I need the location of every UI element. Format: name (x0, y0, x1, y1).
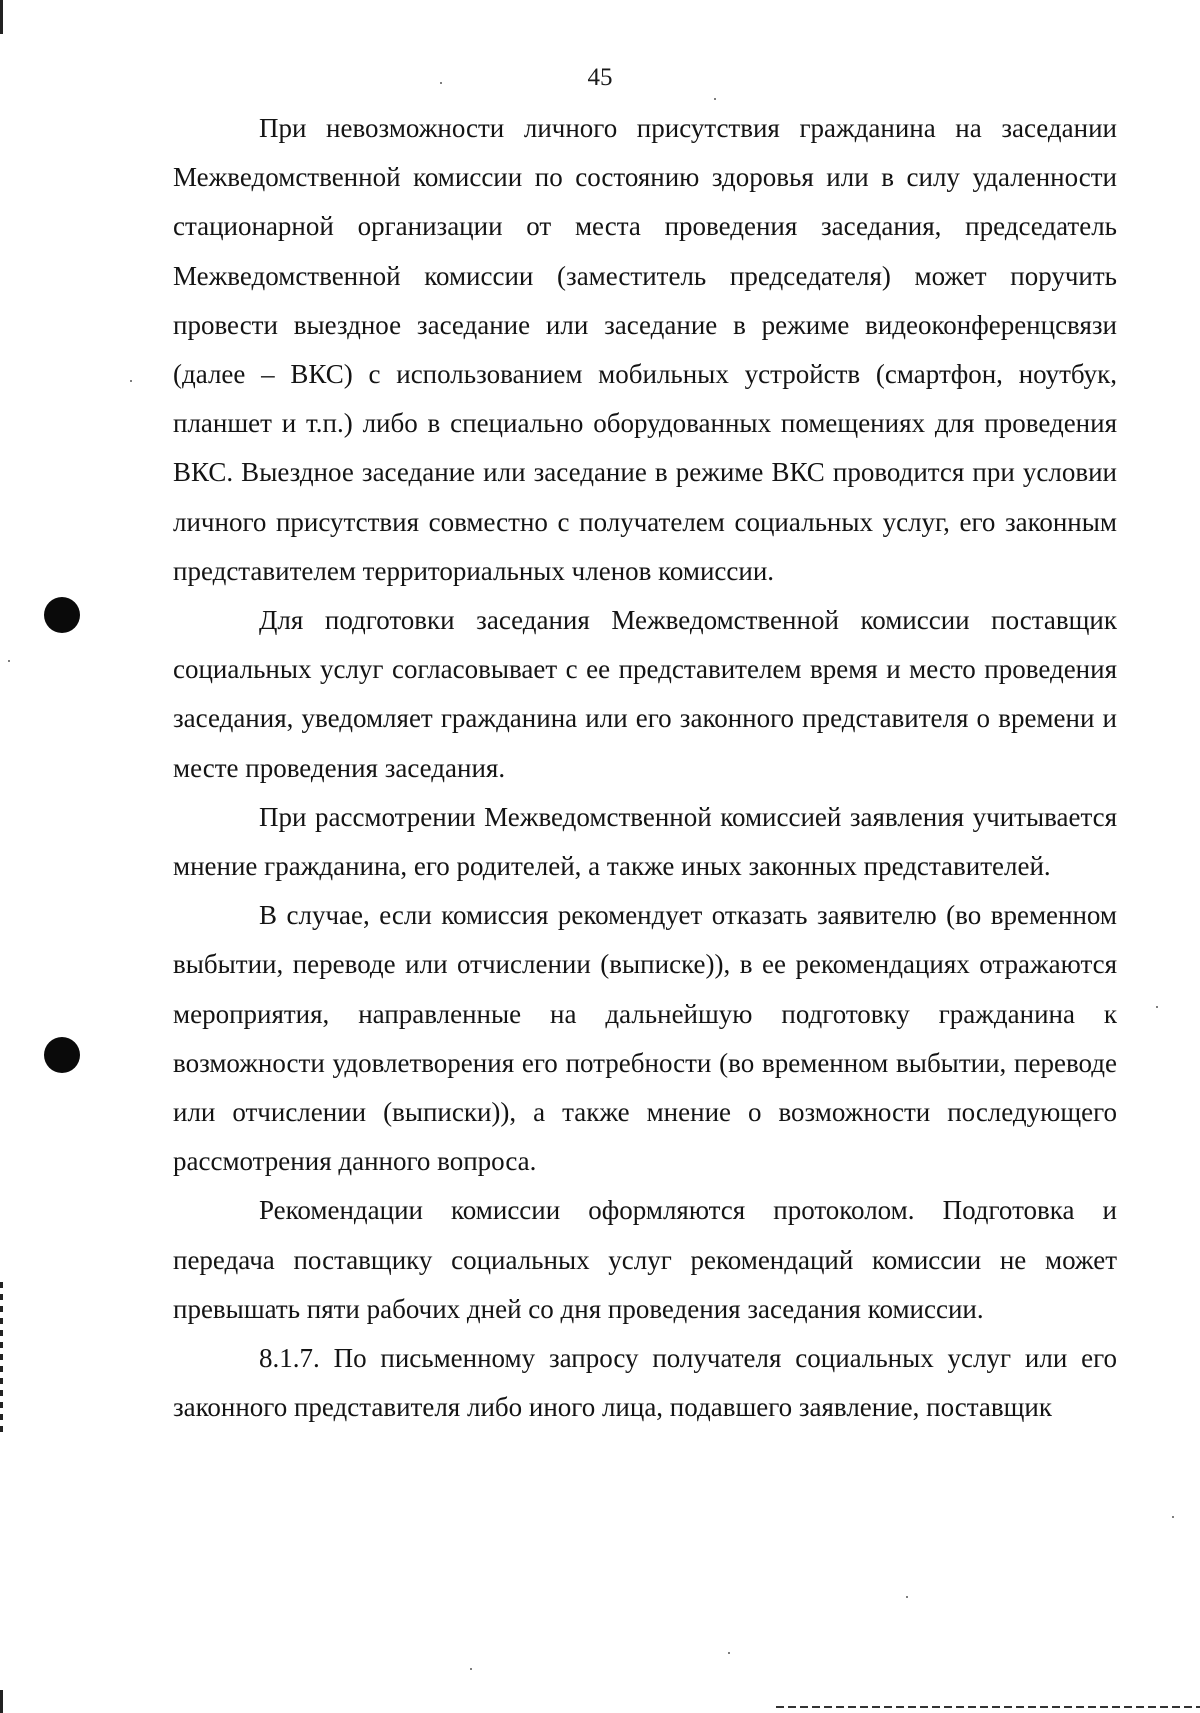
scan-speck (714, 98, 716, 100)
paragraph: 8.1.7. По письменному запросу получателя социальных услуг или его законного представителя либо иного лица, подавшего заявление, поставщик (173, 1343, 1117, 1423)
scan-speck (906, 1596, 908, 1598)
paragraph: В случае, если комиссия рекомендует отказать заявителю (во временном выбытии, переводе или отчислении (выписке)), в ее рекомендациях отражаются мероприятия, направленные на дальнейшую подготовку гражданина к возможности удовлетворения его потребности (во временном выбытии, переводе или отчислении (выписки)), а также мнение о возможности последующего рассмотрения данного вопроса. (173, 900, 1117, 1177)
punch-hole (44, 1037, 80, 1073)
scan-edge-mark (0, 1282, 3, 1432)
scan-speck (1156, 1006, 1158, 1008)
paragraph: При рассмотрении Межведомственной комиссией заявления учитывается мнение гражданина, его родителей, а также иных законных представителей. (173, 801, 1117, 882)
page-number: 45 (587, 64, 613, 91)
scan-speck (1172, 1516, 1174, 1518)
punch-hole (44, 597, 80, 633)
scan-edge-mark (0, 1690, 3, 1713)
body-text (173, 104, 1117, 1432)
scan-speck (130, 380, 132, 382)
paragraph: При невозможности личного присутствия гражданина на заседании Межведомственной комиссии по состоянию здоровья или в силу удаленности стационарной организации от места проведения заседания, председатель Межведомственной комиссии (заместитель председателя) может поручить провести выездное заседание или заседание в режиме видеоконференцсвязи (далее – ВКС) с использованием мобильных устройств (смартфон, ноутбук, планшет и т.п.) либо в специально оборудованных помещениях для проведения ВКС. Выездное заседание или заседание в режиме ВКС проводится при условии личного присутствия совместно с получателем социальных услуг, его законным представителем территориальных членов комиссии. (173, 113, 1117, 586)
paragraph: Рекомендации комиссии оформляются протоколом. Подготовка и передача поставщику социальных услуг рекомендаций комиссии не может превышать пяти рабочих дней со дня проведения заседания комиссии. (173, 1195, 1117, 1324)
paragraph: Для подготовки заседания Межведомственной комиссии поставщик социальных услуг согласовывает с ее представителем время и место проведения заседания, уведомляет гражданина или его законного представителя о времени и месте проведения заседания. (173, 605, 1117, 783)
scan-edge-mark (0, 0, 3, 34)
scan-edge-dash (776, 1706, 1200, 1708)
scan-speck (8, 660, 10, 662)
scan-speck (728, 1652, 730, 1654)
scan-speck (470, 1668, 472, 1670)
